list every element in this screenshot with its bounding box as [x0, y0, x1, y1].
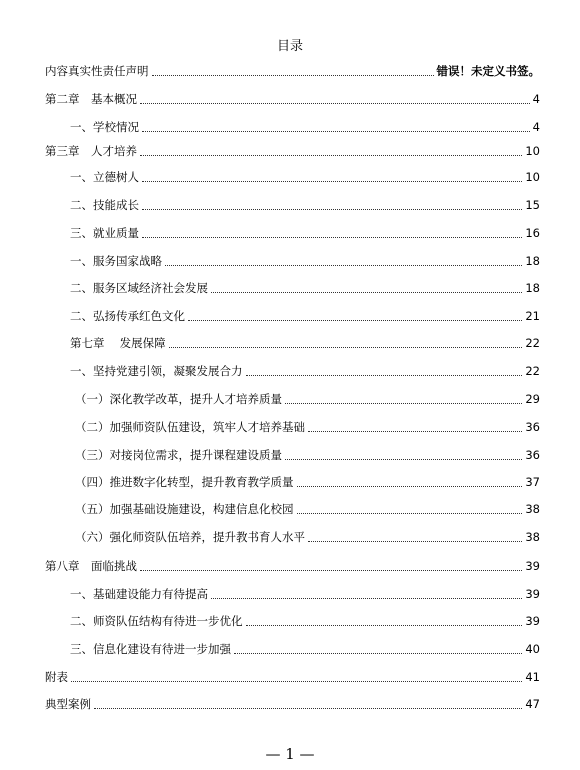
toc-entry[interactable] [75, 528, 540, 546]
dot-leader [71, 681, 522, 682]
toc-entry-page-number: 18 [525, 281, 540, 295]
toc-entry-label: 内容真实性责任声明 [45, 64, 149, 78]
toc-entry-label: 二、师资队伍结构有待进一步优化 [70, 614, 243, 628]
dot-leader [140, 155, 522, 156]
dot-leader [140, 103, 530, 104]
dot-leader [142, 181, 522, 182]
dot-leader [285, 403, 522, 404]
toc-entry-page-number: 38 [525, 530, 540, 544]
toc-entry[interactable] [70, 640, 540, 658]
toc-entry-label: 第七章 发展保障 [70, 336, 166, 350]
toc-title: 目录 [276, 39, 303, 54]
toc-entry-label: 第八章 面临挑战 [45, 559, 137, 573]
toc-entry[interactable] [70, 585, 540, 603]
toc-entry-label: 二、技能成长 [70, 198, 139, 212]
toc-entry-label: （三）对接岗位需求，提升课程建设质量 [75, 448, 282, 462]
toc-entry[interactable] [45, 142, 540, 160]
toc-entry-page-number: 4 [532, 92, 540, 106]
toc-entry-page-number: 38 [525, 502, 540, 516]
dot-leader [246, 625, 523, 626]
toc-entry-page-number: 29 [525, 392, 540, 406]
toc-entry-page-number: 22 [525, 364, 540, 378]
toc-entry-label: （四）推进数字化转型，提升教育教学质量 [75, 475, 294, 489]
dot-leader [152, 75, 434, 76]
toc-entry-label: 一、立德树人 [70, 170, 139, 184]
dot-leader [211, 598, 522, 599]
toc-entry[interactable] [75, 390, 540, 408]
toc-entry-page-number: 39 [525, 559, 540, 573]
toc-entry-label: 一、基础建设能力有待提高 [70, 587, 208, 601]
toc-entry-label: 附表 [45, 670, 68, 684]
dot-leader [142, 131, 530, 132]
toc-entry[interactable] [70, 224, 540, 242]
toc-entry[interactable] [75, 418, 540, 436]
toc-entry-page-number: 47 [525, 697, 540, 711]
toc-entry-label: 典型案例 [45, 697, 91, 711]
toc-entry-label: 第二章 基本概况 [45, 92, 137, 106]
toc-entry-page-number: 18 [525, 254, 540, 268]
dot-leader [169, 347, 523, 348]
toc-entry[interactable] [70, 252, 540, 270]
toc-entry-page-number: 41 [525, 670, 540, 684]
toc-entry-page-number: 21 [525, 309, 540, 323]
toc-entry-label: （二）加强师资队伍建设，筑牢人才培养基础 [75, 420, 305, 434]
toc-entry-label: 一、坚持党建引领，凝聚发展合力 [70, 364, 243, 378]
dot-leader [140, 570, 522, 571]
toc-entry[interactable] [45, 557, 540, 575]
toc-entry-page-number: 39 [525, 587, 540, 601]
toc-entry[interactable] [70, 118, 540, 136]
toc-entry[interactable] [75, 473, 540, 491]
toc-entry-label: 二、弘扬传承红色文化 [70, 309, 185, 323]
toc-entry[interactable] [70, 334, 540, 352]
toc-entry-label: 三、信息化建设有待进一步加强 [70, 642, 231, 656]
toc-entry-page-number: 错误！未定义书签。 [436, 64, 540, 78]
toc-entry-page-number: 36 [525, 420, 540, 434]
toc-entry-label: （六）强化师资队伍培养，提升教书育人水平 [75, 530, 305, 544]
toc-entry-label: 一、学校情况 [70, 120, 139, 134]
dot-leader [246, 375, 523, 376]
dot-leader [297, 513, 523, 514]
toc-entry-label: （一）深化教学改革，提升人才培养质量 [75, 392, 282, 406]
dot-leader [142, 209, 522, 210]
toc-entry-page-number: 4 [532, 120, 540, 134]
dot-leader [165, 265, 522, 266]
toc-entry-page-number: 15 [525, 198, 540, 212]
toc-entry-page-number: 10 [525, 170, 540, 184]
toc-entry-label: 三、就业质量 [70, 226, 139, 240]
dot-leader [188, 320, 522, 321]
toc-entry[interactable] [45, 62, 540, 80]
page-number-footer: — 1 — [265, 745, 315, 763]
toc-entry-label: 二、服务区域经济社会发展 [70, 281, 208, 295]
toc-entry-page-number: 39 [525, 614, 540, 628]
toc-entry-page-number: 10 [525, 144, 540, 158]
toc-entry-page-number: 36 [525, 448, 540, 462]
toc-entry[interactable] [75, 500, 540, 518]
dot-leader [308, 541, 522, 542]
toc-entry[interactable] [75, 446, 540, 464]
dot-leader [285, 459, 522, 460]
dot-leader [94, 708, 522, 709]
toc-entry[interactable] [45, 695, 540, 713]
toc-entry-page-number: 16 [525, 226, 540, 240]
toc-entry[interactable] [70, 168, 540, 186]
toc-entry[interactable] [45, 668, 540, 686]
dot-leader [211, 292, 522, 293]
toc-entry-page-number: 37 [525, 475, 540, 489]
toc-entry[interactable] [70, 612, 540, 630]
toc-entry[interactable] [70, 196, 540, 214]
dot-leader [234, 653, 522, 654]
toc-entry[interactable] [70, 279, 540, 297]
toc-entry-page-number: 22 [525, 336, 540, 350]
toc-entry[interactable] [45, 90, 540, 108]
dot-leader [297, 486, 523, 487]
toc-entry-label: 第三章 人才培养 [45, 144, 137, 158]
toc-entry-label: （五）加强基础设施建设，构建信息化校园 [75, 502, 294, 516]
dot-leader [308, 431, 522, 432]
toc-entry-label: 一、服务国家战略 [70, 254, 162, 268]
toc-entry-page-number: 40 [525, 642, 540, 656]
toc-entry[interactable] [70, 362, 540, 380]
dot-leader [142, 237, 522, 238]
toc-entry[interactable] [70, 307, 540, 325]
